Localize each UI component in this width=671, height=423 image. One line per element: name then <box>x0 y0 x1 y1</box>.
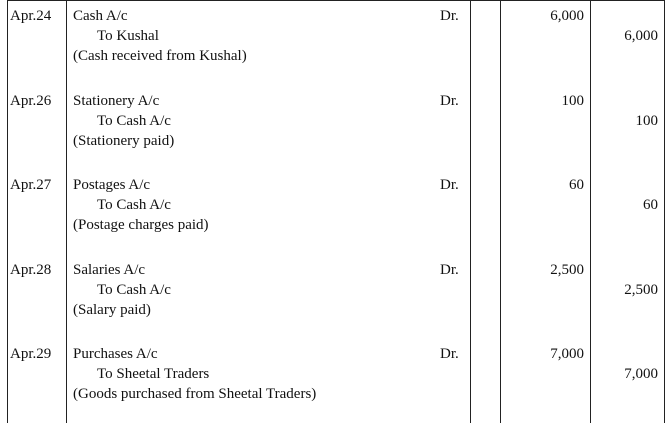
credit-account: To Sheetal Traders <box>97 366 210 382</box>
narration: (Cash received from Kushal) <box>73 48 247 64</box>
journal-entry <box>0 177 671 247</box>
credit-amount: 7,000 <box>624 366 658 382</box>
credit-amount: 6,000 <box>624 28 658 44</box>
debit-account: Purchases A/c <box>73 346 158 362</box>
narration: (Goods purchased from Sheetal Traders) <box>73 386 317 402</box>
debit-account: Salaries A/c <box>73 262 146 278</box>
credit-amount: 60 <box>643 197 658 213</box>
entry-date: Apr.29 <box>10 346 52 362</box>
top-border <box>7 0 665 1</box>
credit-account: To Cash A/c <box>97 282 171 298</box>
debit-amount: 2,500 <box>550 262 584 278</box>
credit-amount: 2,500 <box>624 282 658 298</box>
credit-amount: 100 <box>635 113 658 129</box>
dr-marker: Dr. <box>440 346 459 362</box>
entry-date: Apr.26 <box>10 93 52 109</box>
debit-amount: 100 <box>561 93 584 109</box>
debit-account: Postages A/c <box>73 177 151 193</box>
debit-amount: 6,000 <box>550 8 584 24</box>
dr-marker: Dr. <box>440 177 459 193</box>
credit-account: To Cash A/c <box>97 113 171 129</box>
journal-entry <box>0 93 671 163</box>
journal-entry <box>0 262 671 332</box>
journal-entry <box>0 346 671 416</box>
entry-date: Apr.24 <box>10 8 52 24</box>
debit-account: Stationery A/c <box>73 93 160 109</box>
narration: (Postage charges paid) <box>73 217 209 233</box>
dr-marker: Dr. <box>440 93 459 109</box>
narration: (Stationery paid) <box>73 133 175 149</box>
credit-account: To Kushal <box>97 28 159 44</box>
entry-date: Apr.28 <box>10 262 52 278</box>
dr-marker: Dr. <box>440 8 459 24</box>
journal-entry <box>0 8 671 78</box>
dr-marker: Dr. <box>440 262 459 278</box>
narration: (Salary paid) <box>73 302 151 318</box>
debit-account: Cash A/c <box>73 8 128 24</box>
debit-amount: 60 <box>569 177 584 193</box>
entry-date: Apr.27 <box>10 177 52 193</box>
debit-amount: 7,000 <box>550 346 584 362</box>
credit-account: To Cash A/c <box>97 197 171 213</box>
